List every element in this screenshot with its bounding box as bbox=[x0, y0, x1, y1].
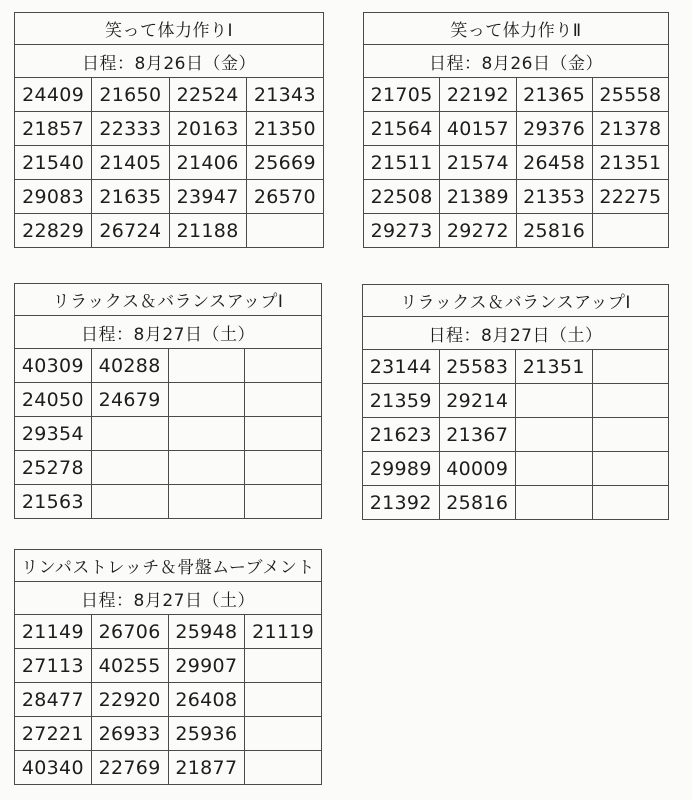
table-row bbox=[15, 383, 322, 417]
number-cell: 21389 bbox=[440, 180, 516, 214]
number-cell bbox=[168, 383, 245, 417]
number-cell: 29272 bbox=[440, 214, 516, 248]
number-cell: 22829 bbox=[15, 214, 92, 248]
number-cell bbox=[168, 451, 245, 485]
number-cell bbox=[592, 384, 669, 418]
number-cell: 27113 bbox=[15, 649, 92, 683]
table-row bbox=[364, 214, 669, 248]
table-row bbox=[15, 112, 324, 146]
number-cell: 25558 bbox=[592, 78, 668, 112]
number-cell: 21405 bbox=[92, 146, 169, 180]
number-cell bbox=[246, 214, 323, 248]
number-cell: 21540 bbox=[15, 146, 92, 180]
number-cell: 26458 bbox=[516, 146, 592, 180]
table-row bbox=[364, 112, 669, 146]
number-cell: 26570 bbox=[246, 180, 323, 214]
number-cell: 26933 bbox=[91, 717, 168, 751]
table-row bbox=[364, 146, 669, 180]
number-cell: 22769 bbox=[91, 751, 168, 785]
number-cell bbox=[592, 214, 668, 248]
class-schedule: 日程：8月27日（土） bbox=[15, 582, 322, 615]
number-cell: 21378 bbox=[592, 112, 668, 146]
number-cell: 21574 bbox=[440, 146, 516, 180]
class-schedule: 日程：8月27日（土） bbox=[363, 317, 669, 350]
number-cell: 22524 bbox=[169, 78, 246, 112]
number-cell bbox=[168, 417, 245, 451]
number-cell bbox=[245, 417, 322, 451]
number-cell: 25948 bbox=[168, 615, 245, 649]
number-cell: 22275 bbox=[592, 180, 668, 214]
number-cell bbox=[592, 452, 669, 486]
number-cell bbox=[168, 349, 245, 383]
number-cell: 25816 bbox=[516, 214, 592, 248]
number-cell bbox=[245, 485, 322, 519]
number-cell: 28477 bbox=[15, 683, 92, 717]
number-cell bbox=[516, 384, 593, 418]
number-cell: 21705 bbox=[364, 78, 440, 112]
number-cell bbox=[245, 349, 322, 383]
number-cell bbox=[516, 418, 593, 452]
number-cell: 24409 bbox=[15, 78, 92, 112]
number-cell: 20163 bbox=[169, 112, 246, 146]
table-row bbox=[15, 180, 324, 214]
number-cell bbox=[245, 717, 322, 751]
table-row bbox=[363, 452, 669, 486]
number-cell: 29989 bbox=[363, 452, 440, 486]
number-cell bbox=[91, 417, 168, 451]
number-cell: 21392 bbox=[363, 486, 440, 520]
number-cell bbox=[245, 383, 322, 417]
table-row bbox=[15, 649, 322, 683]
number-cell bbox=[592, 418, 669, 452]
number-cell: 22920 bbox=[91, 683, 168, 717]
number-cell: 27221 bbox=[15, 717, 92, 751]
table-row bbox=[363, 350, 669, 384]
number-cell bbox=[245, 451, 322, 485]
number-cell bbox=[592, 486, 669, 520]
table-row bbox=[363, 486, 669, 520]
number-cell: 29354 bbox=[15, 417, 92, 451]
class-schedule: 日程：8月27日（土） bbox=[15, 316, 322, 349]
table-row bbox=[364, 180, 669, 214]
number-cell bbox=[245, 683, 322, 717]
number-cell: 21351 bbox=[516, 350, 593, 384]
number-cell: 21650 bbox=[92, 78, 169, 112]
class-table-3 bbox=[14, 283, 322, 519]
number-cell: 21406 bbox=[169, 146, 246, 180]
number-cell bbox=[516, 452, 593, 486]
number-cell: 29083 bbox=[15, 180, 92, 214]
number-cell: 21350 bbox=[246, 112, 323, 146]
table-row bbox=[15, 485, 322, 519]
class-table-1 bbox=[14, 12, 324, 248]
table-row bbox=[15, 683, 322, 717]
table-row bbox=[363, 384, 669, 418]
number-cell: 21511 bbox=[364, 146, 440, 180]
number-cell: 21149 bbox=[15, 615, 92, 649]
number-cell: 40288 bbox=[91, 349, 168, 383]
number-cell: 21343 bbox=[246, 78, 323, 112]
table-row bbox=[363, 418, 669, 452]
number-cell: 24679 bbox=[91, 383, 168, 417]
number-cell: 26408 bbox=[168, 683, 245, 717]
number-cell: 21564 bbox=[364, 112, 440, 146]
class-title: 笑って体力作りⅠ bbox=[15, 13, 324, 45]
number-cell: 23947 bbox=[169, 180, 246, 214]
number-cell bbox=[592, 350, 669, 384]
number-cell: 22333 bbox=[92, 112, 169, 146]
table-row bbox=[15, 717, 322, 751]
number-cell: 21119 bbox=[245, 615, 322, 649]
number-cell: 40255 bbox=[91, 649, 168, 683]
table-row bbox=[15, 146, 324, 180]
class-title: リラックス＆バランスアップⅠ bbox=[363, 285, 669, 317]
number-cell: 21353 bbox=[516, 180, 592, 214]
number-cell: 25816 bbox=[439, 486, 516, 520]
number-cell: 29376 bbox=[516, 112, 592, 146]
number-cell: 21359 bbox=[363, 384, 440, 418]
number-cell: 29273 bbox=[364, 214, 440, 248]
number-cell: 21188 bbox=[169, 214, 246, 248]
number-cell: 21563 bbox=[15, 485, 92, 519]
class-title: リラックス＆バランスアップⅠ bbox=[15, 284, 322, 316]
number-cell bbox=[516, 486, 593, 520]
table-row bbox=[15, 349, 322, 383]
number-cell: 26724 bbox=[92, 214, 169, 248]
number-cell: 26706 bbox=[91, 615, 168, 649]
table-row bbox=[15, 615, 322, 649]
table-row bbox=[15, 214, 324, 248]
table-row bbox=[15, 751, 322, 785]
number-cell: 21367 bbox=[439, 418, 516, 452]
number-cell: 29214 bbox=[439, 384, 516, 418]
number-cell: 40157 bbox=[440, 112, 516, 146]
table-row bbox=[364, 78, 669, 112]
number-cell: 22192 bbox=[440, 78, 516, 112]
table-row bbox=[15, 451, 322, 485]
table-row bbox=[15, 417, 322, 451]
number-cell: 23144 bbox=[363, 350, 440, 384]
class-schedule: 日程：8月26日（金） bbox=[364, 45, 669, 78]
class-table-5 bbox=[14, 549, 322, 785]
number-cell bbox=[168, 485, 245, 519]
number-cell: 21877 bbox=[168, 751, 245, 785]
class-title: リンパストレッチ＆骨盤ムーブメント bbox=[15, 550, 322, 582]
class-title: 笑って体力作りⅡ bbox=[364, 13, 669, 45]
number-cell: 40309 bbox=[15, 349, 92, 383]
class-table-4 bbox=[362, 284, 669, 520]
number-cell: 25936 bbox=[168, 717, 245, 751]
number-cell: 21365 bbox=[516, 78, 592, 112]
number-cell: 25278 bbox=[15, 451, 92, 485]
number-cell: 24050 bbox=[15, 383, 92, 417]
number-cell: 22508 bbox=[364, 180, 440, 214]
number-cell bbox=[245, 751, 322, 785]
number-cell: 25669 bbox=[246, 146, 323, 180]
number-cell: 21857 bbox=[15, 112, 92, 146]
number-cell: 29907 bbox=[168, 649, 245, 683]
number-cell bbox=[91, 485, 168, 519]
number-cell: 21623 bbox=[363, 418, 440, 452]
number-cell: 25583 bbox=[439, 350, 516, 384]
class-schedule: 日程：8月26日（金） bbox=[15, 45, 324, 78]
number-cell: 21635 bbox=[92, 180, 169, 214]
number-cell: 40009 bbox=[439, 452, 516, 486]
number-cell: 21351 bbox=[592, 146, 668, 180]
number-cell bbox=[91, 451, 168, 485]
class-table-2 bbox=[363, 12, 669, 248]
number-cell: 40340 bbox=[15, 751, 92, 785]
number-cell bbox=[245, 649, 322, 683]
table-row bbox=[15, 78, 324, 112]
